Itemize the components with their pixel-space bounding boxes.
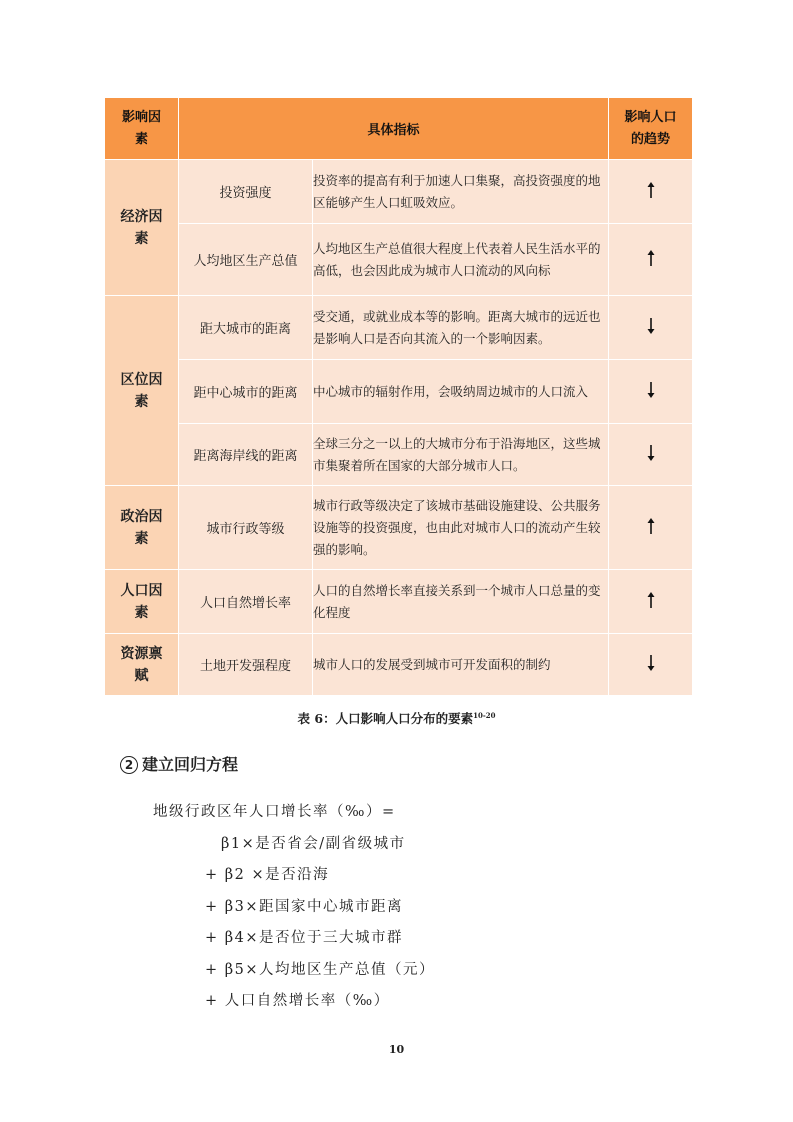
- influence-factors-table: [104, 97, 693, 696]
- table-row: [105, 486, 693, 570]
- header-factor: 影响因素: [105, 98, 179, 160]
- indicator-cell: 投资强度: [179, 160, 313, 224]
- factor-resources: 资源禀赋: [105, 634, 179, 696]
- description-cell: 人口的自然增长率直接关系到一个城市人口总量的变化程度: [313, 570, 609, 634]
- description-cell: 中心城市的辐射作用，会吸纳周边城市的人口流入: [313, 360, 609, 424]
- table-row: [105, 634, 693, 696]
- arrow-up-icon: [646, 591, 656, 609]
- indicator-cell: 土地开发强程度: [179, 634, 313, 696]
- trend-cell: [609, 360, 693, 424]
- section-heading: [120, 752, 238, 775]
- indicator-cell: 城市行政等级: [179, 486, 313, 570]
- arrow-down-icon: [646, 444, 656, 462]
- table-row: [105, 360, 693, 424]
- table-row: [105, 424, 693, 486]
- indicator-cell: 人均地区生产总值: [179, 224, 313, 296]
- indicator-cell: 距大城市的距离: [179, 296, 313, 360]
- arrow-up-icon: [646, 517, 656, 535]
- indicator-cell: 距中心城市的距离: [179, 360, 313, 424]
- trend-cell: [609, 224, 693, 296]
- table-row: [105, 570, 693, 634]
- indicator-cell: 人口自然增长率: [179, 570, 313, 634]
- header-trend: 影响人口的趋势: [609, 98, 693, 160]
- arrow-up-icon: [646, 181, 656, 199]
- equation-lhs: 地级行政区年人口增长率（‰）=: [153, 804, 396, 820]
- caption-reference: 10-20: [473, 711, 496, 720]
- arrow-down-icon: [646, 317, 656, 335]
- table-row: [105, 160, 693, 224]
- arrow-up-icon: [646, 249, 656, 267]
- equation-term: + β4×是否位于三大城市群: [205, 930, 404, 946]
- table-caption: [0, 709, 793, 727]
- table-row: [105, 296, 693, 360]
- page-number: 10: [388, 1043, 405, 1056]
- equation-term: + β2 ×是否沿海: [205, 867, 330, 883]
- description-cell: 受交通，或就业成本等的影响。距离大城市的远近也是影响人口是否向其流入的一个影响因素。: [313, 296, 609, 360]
- factor-economic: 经济因素: [105, 160, 179, 296]
- trend-cell: [609, 424, 693, 486]
- description-cell: 全球三分之一以上的大城市分布于沿海地区，这些城市集聚着所在国家的大部分城市人口。: [313, 424, 609, 486]
- trend-cell: [609, 486, 693, 570]
- caption-text: 表 6：人口影响人口分布的要素: [297, 711, 474, 726]
- description-cell: 人均地区生产总值很大程度上代表着人民生活水平的高低，也会因此成为城市人口流动的风向标: [313, 224, 609, 296]
- equation-term: + 人口自然增长率（‰）: [205, 993, 390, 1009]
- table-row: [105, 224, 693, 296]
- description-cell: 城市行政等级决定了该城市基础设施建设、公共服务设施等的投资强度，也由此对城市人口的流动产生较强的影响。: [313, 486, 609, 570]
- section-title: 建立回归方程: [142, 755, 239, 774]
- description-cell: 城市人口的发展受到城市可开发面积的制约: [313, 634, 609, 696]
- factor-political: 政治因素: [105, 486, 179, 570]
- factor-location: 区位因素: [105, 296, 179, 486]
- trend-cell: [609, 634, 693, 696]
- trend-cell: [609, 570, 693, 634]
- arrow-down-icon: [646, 654, 656, 672]
- indicator-cell: 距离海岸线的距离: [179, 424, 313, 486]
- arrow-down-icon: [646, 381, 656, 399]
- section-number: 2: [120, 756, 138, 774]
- trend-cell: [609, 160, 693, 224]
- equation-term: + β3×距国家中心城市距离: [205, 899, 404, 915]
- equation-term: β1×是否省会/副省级城市: [221, 836, 406, 852]
- description-cell: 投资率的提高有利于加速人口集聚，高投资强度的地区能够产生人口虹吸效应。: [313, 160, 609, 224]
- trend-cell: [609, 296, 693, 360]
- factor-population: 人口因素: [105, 570, 179, 634]
- equation-term: + β5×人均地区生产总值（元）: [205, 962, 436, 978]
- header-indicator: 具体指标: [179, 98, 609, 160]
